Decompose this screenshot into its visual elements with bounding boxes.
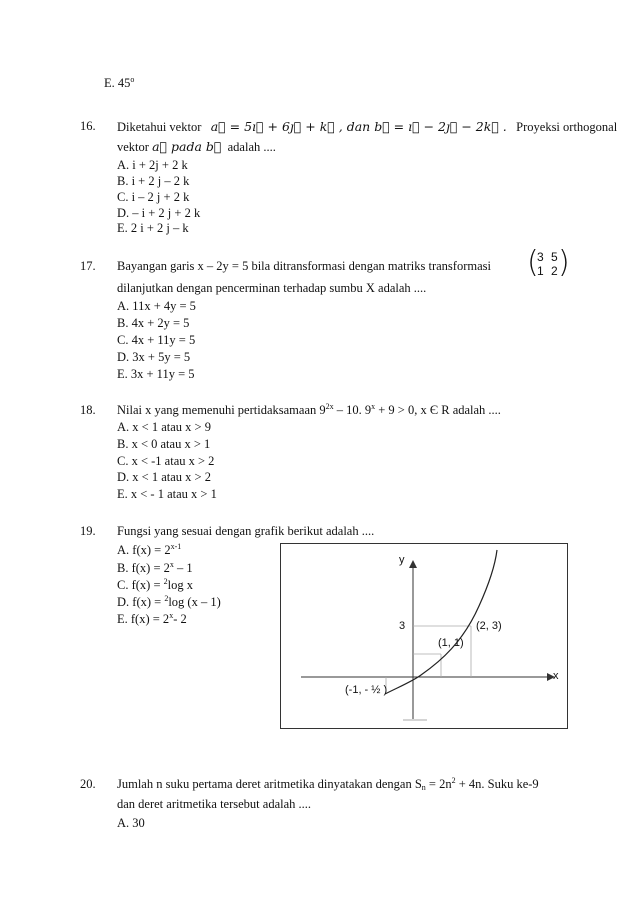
matrix-right-bracket: ): [558, 245, 570, 280]
point-label-1-1: (1, 1): [438, 637, 464, 649]
q17-option-d: D. 3x + 5y = 5: [117, 350, 191, 364]
q17-option-e: E. 3x + 11y = 5: [117, 367, 195, 381]
q19-option-e: E. $f(x) = 2^x-$ 2: [117, 611, 187, 626]
graph-svg: [281, 544, 567, 728]
q18-option-b: B. x < 0 atau x > 1: [117, 437, 211, 451]
q19-line: Fungsi yang sesuai dengan grafik berikut adalah ....: [117, 524, 375, 538]
q18-option-c: C. x < -1 atau x > 2: [117, 454, 215, 468]
q16-option-b: B. i + 2 j – 2 k: [117, 174, 190, 188]
q16-option-a: A. i + 2j + 2 k: [117, 158, 188, 172]
tick-label-3: 3: [399, 620, 406, 632]
matrix-left-bracket: (: [527, 245, 539, 280]
q16-option-d: D. – i + 2 j + 2 k: [117, 206, 201, 220]
point-label-2-3: (2, 3): [476, 620, 502, 632]
q16-option-c: C. i – 2 j + 2 k: [117, 190, 190, 204]
q17-option-c: C. 4x + 11y = 5: [117, 333, 196, 347]
y-axis-arrow: [409, 560, 417, 568]
q17-line2: dilanjutkan dengan pencerminan terhadap sumbu X adalah ....: [117, 281, 427, 295]
q18-option-a: A. x < 1 atau x > 9: [117, 420, 211, 434]
q17-number: 17.: [80, 259, 96, 273]
q16-number: 16.: [80, 119, 96, 133]
q16-line2: vektor a⃗ pada b⃗ adalah ....: [117, 139, 276, 154]
q19-option-d: D. f(x) = $^2$log (x – 1): [117, 594, 221, 609]
point-label-neg1: (-1, - ½ ): [345, 684, 388, 696]
x-axis-label: x: [553, 670, 559, 682]
q19-option-c: C. f(x) = $^2$log x: [117, 577, 193, 592]
q20-line1: Jumlah n suku pertama deret aritmetika dinyatakan dengan $S_n = 2n^2 + 4n$. Suku ke-9: [117, 776, 539, 792]
q20-option-a: A. 30: [117, 816, 145, 830]
q19-option-b: B. $f(x) = 2^x - 1$: [117, 560, 193, 575]
q15-option-e: E. 45$^o$: [104, 75, 135, 90]
q17-matrix: ( 3 5 1 2 ): [527, 245, 570, 280]
q16-vectors: a⃗ = 5ı⃗ + 6ȷ⃗ + k⃗ , dan b⃗ = ı⃗ − 2ȷ⃗ − 2k⃗ .: [210, 119, 507, 134]
q17-option-b: B. 4x + 2y = 5: [117, 316, 190, 330]
q18-option-d: D. x < 1 atau x > 2: [117, 470, 211, 484]
q20-line2: dan deret aritmetika tersebut adalah ....: [117, 797, 312, 811]
q17-line1: Bayangan garis x – 2y = 5 bila ditransformasi dengan matriks transformasi: [117, 259, 491, 273]
q17-option-a: A. 11x + 4y = 5: [117, 299, 196, 313]
y-axis-label: y: [399, 554, 405, 566]
q18-option-e: E. x < - 1 atau x > 1: [117, 487, 217, 501]
q18-number: 18.: [80, 403, 96, 417]
q18-line: Nilai x yang memenuhi pertidaksamaan $9^{2x} - 10$. $9^x + 9 > 0$, x Є R adalah ....: [117, 402, 501, 417]
q19-graph: [280, 543, 568, 729]
q20-number: 20.: [80, 777, 96, 791]
q16-option-e: E. 2 i + 2 j – k: [117, 221, 189, 235]
q19-number: 19.: [80, 524, 96, 538]
q19-option-a: A. $f(x) = 2^{x-1}$: [117, 542, 182, 557]
q16-line1: Diketahui vektor a⃗ = 5ı⃗ + 6ȷ⃗ + k⃗ , dan b⃗ = ı⃗ − 2ȷ⃗ − 2k⃗ . Proyeksi orthogonal: [117, 119, 618, 134]
